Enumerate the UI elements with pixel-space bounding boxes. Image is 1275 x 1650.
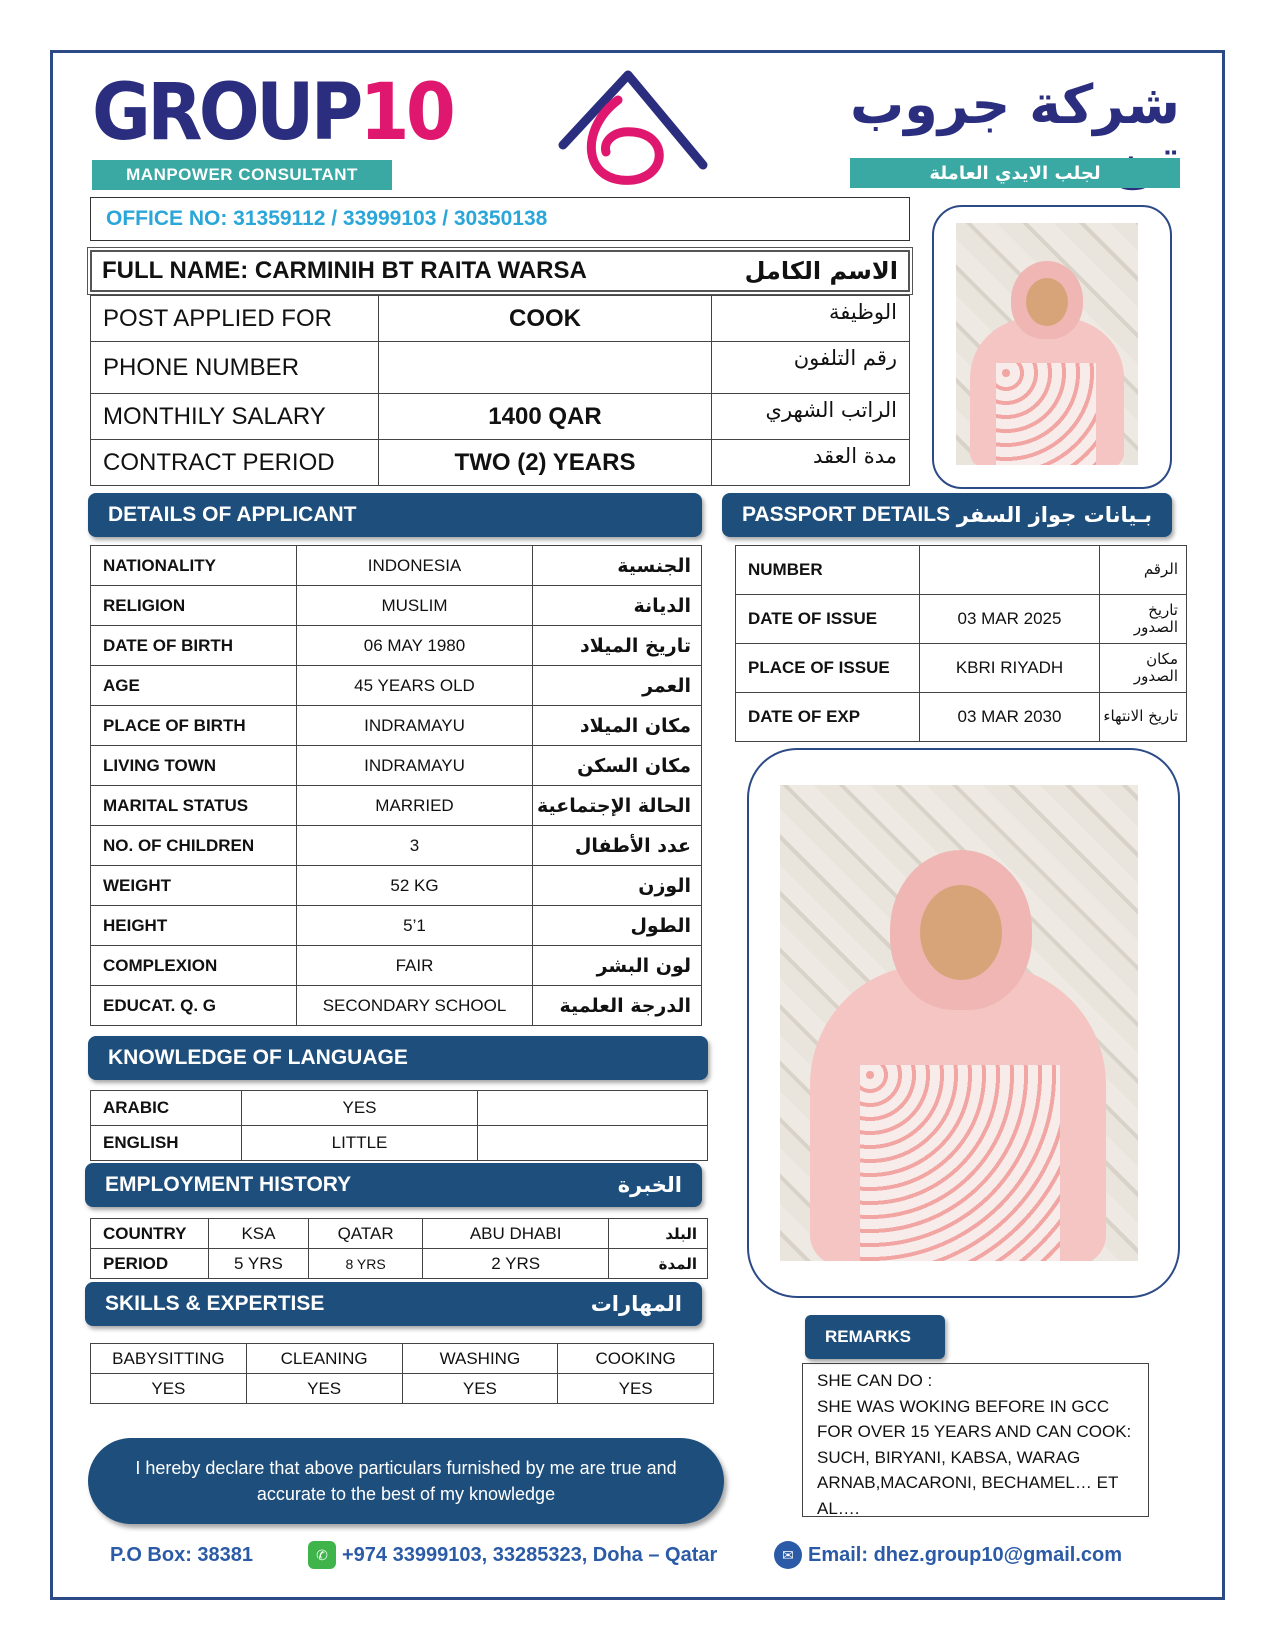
passport-label: PLACE OF ISSUE: [736, 644, 920, 693]
phone-numbers: +974 33999103, 33285323, Doha – Qatar: [342, 1543, 718, 1566]
detail-value: 52 KG: [297, 866, 533, 906]
table-row: [91, 1126, 708, 1161]
language-extra: [478, 1091, 708, 1126]
phone-contact: [308, 1540, 717, 1570]
post-label: POST APPLIED FOR: [91, 296, 379, 342]
passport-table: [735, 545, 1187, 742]
pobox: P.O Box: 38381: [110, 1543, 254, 1566]
phone-label: PHONE NUMBER: [91, 342, 379, 394]
full-name-label: FULL NAME: CARMINIH BT RAITA WARSA: [102, 257, 587, 284]
detail-value: INDRAMAYU: [297, 706, 533, 746]
detail-ar-label: مكان الميلاد: [533, 706, 702, 746]
arabic-company-subtitle: لجلب الايدي العاملة: [850, 158, 1180, 188]
remarks-box: [802, 1363, 1149, 1517]
detail-label: PLACE OF BIRTH: [91, 706, 297, 746]
detail-label: LIVING TOWN: [91, 746, 297, 786]
passport-ar-label: تاريخ الصدور: [1100, 595, 1187, 644]
language-name: ARABIC: [91, 1091, 242, 1126]
detail-ar-label: مكان السكن: [533, 746, 702, 786]
detail-value: SECONDARY SCHOOL: [297, 986, 533, 1026]
table-row: [91, 906, 702, 946]
email-icon: ✉: [774, 1541, 802, 1569]
remarks-line: FOR OVER 15 YEARS AND CAN COOK:: [817, 1422, 1132, 1441]
skill-value: YES: [246, 1374, 402, 1404]
phone-ar-label: رقم التلفون: [712, 342, 910, 394]
detail-value: 06 MAY 1980: [297, 626, 533, 666]
detail-ar-label: الدرجة العلمية: [533, 986, 702, 1026]
remarks-line: AL….: [817, 1498, 860, 1518]
employment-section-title: EMPLOYMENT HISTORY: [105, 1173, 352, 1196]
table-row: [91, 586, 702, 626]
detail-ar-label: الجنسية: [533, 546, 702, 586]
post-ar-label: الوظيفة: [712, 296, 910, 342]
remarks-line: SHE WAS WOKING BEFORE IN GCC: [817, 1396, 1110, 1416]
post-value: COOK: [379, 296, 712, 342]
brand-emblem-icon: [558, 70, 708, 190]
email-contact: [774, 1540, 1122, 1570]
table-row: [91, 946, 702, 986]
full-name-row: [90, 250, 910, 292]
remarks-header: REMARKS: [805, 1315, 945, 1359]
language-section-header: [88, 1036, 708, 1080]
detail-value: 3: [297, 826, 533, 866]
remarks-line: SUCH, BIRYANI, KABSA, WARAG: [817, 1447, 1081, 1467]
detail-label: EDUCAT. Q. G: [91, 986, 297, 1026]
applicant-photo-small: [956, 223, 1138, 465]
table-row: [91, 394, 910, 440]
table-row: [91, 1091, 708, 1126]
passport-label: DATE OF EXP: [736, 693, 920, 742]
passport-section-header: [722, 493, 1172, 537]
skills-section-title: SKILLS & EXPERTISE: [105, 1292, 325, 1315]
declaration-banner: I hereby declare that above particulars furnished by me are true and accurate to the best of my knowledge: [88, 1438, 724, 1524]
detail-ar-label: العمر: [533, 666, 702, 706]
detail-ar-label: الطول: [533, 906, 702, 946]
country-ar-label: البلد: [609, 1219, 708, 1249]
skill-name: CLEANING: [246, 1344, 402, 1374]
period-label: PERIOD: [91, 1249, 209, 1279]
language-name: ENGLISH: [91, 1126, 242, 1161]
passport-value: 03 MAR 2025: [920, 595, 1100, 644]
skills-table: [90, 1343, 714, 1404]
period-cell: 5 YRS: [209, 1249, 309, 1279]
detail-label: MARITAL STATUS: [91, 786, 297, 826]
detail-ar-label: تاريخ الميلاد: [533, 626, 702, 666]
skill-value: YES: [402, 1374, 558, 1404]
table-row: [91, 666, 702, 706]
skills-section-header: [85, 1282, 702, 1326]
table-row: [91, 342, 910, 394]
detail-ar-label: الوزن: [533, 866, 702, 906]
passport-section-ar-title: بـيانات جواز السفر: [956, 503, 1152, 527]
group10-logo: GROUP10: [92, 68, 453, 158]
detail-value: MUSLIM: [297, 586, 533, 626]
details-section-header: [88, 493, 702, 537]
table-row: [91, 746, 702, 786]
skill-value: YES: [558, 1374, 714, 1404]
detail-value: MARRIED: [297, 786, 533, 826]
phone-value: [379, 342, 712, 394]
skills-section-ar-title: المهارات: [590, 1292, 682, 1316]
table-row: [736, 595, 1187, 644]
language-extra: [478, 1126, 708, 1161]
remarks-line: ARNAB,MACARONI, BECHAMEL… ET: [817, 1473, 1119, 1492]
arabic-company-name: شركة جروب: [850, 73, 1180, 136]
passport-ar-label: الرقم: [1100, 546, 1187, 595]
detail-value: 45 YEARS OLD: [297, 666, 533, 706]
passport-value: [920, 546, 1100, 595]
logo-subtitle: MANPOWER CONSULTANT: [92, 160, 392, 190]
passport-value: 03 MAR 2030: [920, 693, 1100, 742]
applicant-photo-large: [780, 785, 1138, 1261]
language-table: [90, 1090, 708, 1161]
post-table: [90, 295, 910, 486]
detail-label: NATIONALITY: [91, 546, 297, 586]
detail-label: COMPLEXION: [91, 946, 297, 986]
passport-value: KBRI RIYADH: [920, 644, 1100, 693]
country-cell: QATAR: [308, 1219, 422, 1249]
detail-ar-label: عدد الأطفال: [533, 826, 702, 866]
passport-ar-label: مكان الصدور: [1100, 644, 1187, 693]
country-cell: ABU DHABI: [423, 1219, 609, 1249]
whatsapp-icon: ✆: [308, 1541, 336, 1569]
contract-value: TWO (2) YEARS: [379, 440, 712, 486]
language-level: LITTLE: [242, 1126, 478, 1161]
period-cell: 8 YRS: [308, 1249, 422, 1279]
detail-value: INDRAMAYU: [297, 746, 533, 786]
table-row: [91, 866, 702, 906]
detail-label: WEIGHT: [91, 866, 297, 906]
skill-name: COOKING: [558, 1344, 714, 1374]
skill-name: WASHING: [402, 1344, 558, 1374]
contract-ar-label: مدة العقد: [712, 440, 910, 486]
table-row: [91, 826, 702, 866]
skill-name: BABYSITTING: [91, 1344, 247, 1374]
detail-ar-label: لون البشر: [533, 946, 702, 986]
employment-section-header: [85, 1163, 702, 1207]
office-numbers: OFFICE NO: 31359112 / 33999103 / 30350138: [90, 197, 910, 241]
table-row: [91, 1219, 708, 1249]
detail-value: 5’1: [297, 906, 533, 946]
table-row: [736, 693, 1187, 742]
table-row: [91, 546, 702, 586]
detail-ar-label: الديانة: [533, 586, 702, 626]
detail-label: AGE: [91, 666, 297, 706]
table-row: [91, 1374, 714, 1404]
detail-value: INDONESIA: [297, 546, 533, 586]
table-row: [91, 1344, 714, 1374]
detail-label: RELIGION: [91, 586, 297, 626]
employment-table: [90, 1218, 708, 1279]
table-row: [91, 1249, 708, 1279]
table-row: [736, 546, 1187, 595]
salary-value: 1400 QAR: [379, 394, 712, 440]
table-row: [91, 440, 910, 486]
detail-label: DATE OF BIRTH: [91, 626, 297, 666]
passport-ar-label: تاريخ الانتهاء: [1100, 693, 1187, 742]
detail-label: NO. OF CHILDREN: [91, 826, 297, 866]
passport-section-title: PASSPORT DETAILS: [742, 503, 951, 526]
detail-ar-label: الحالة الإجتماعية: [533, 786, 702, 826]
employment-section-ar-title: الخبرة: [617, 1173, 682, 1197]
details-table: [90, 545, 702, 1026]
detail-value: FAIR: [297, 946, 533, 986]
country-cell: KSA: [209, 1219, 309, 1249]
country-label: COUNTRY: [91, 1219, 209, 1249]
table-row: [736, 644, 1187, 693]
passport-label: NUMBER: [736, 546, 920, 595]
full-name-ar-label: الاسم الكامل: [744, 257, 898, 285]
contract-label: CONTRACT PERIOD: [91, 440, 379, 486]
skill-value: YES: [91, 1374, 247, 1404]
table-row: [91, 296, 910, 342]
email-address: Email: dhez.group10@gmail.com: [808, 1543, 1123, 1566]
remarks-line: SHE CAN DO :: [817, 1371, 933, 1390]
period-cell: 2 YRS: [423, 1249, 609, 1279]
language-level: YES: [242, 1091, 478, 1126]
table-row: [91, 706, 702, 746]
passport-label: DATE OF ISSUE: [736, 595, 920, 644]
language-section-title: KNOWLEDGE OF LANGUAGE: [108, 1046, 408, 1069]
table-row: [91, 626, 702, 666]
table-row: [91, 986, 702, 1026]
salary-label: MONTHILY SALARY: [91, 394, 379, 440]
table-row: [91, 786, 702, 826]
salary-ar-label: الراتب الشهري: [712, 394, 910, 440]
detail-label: HEIGHT: [91, 906, 297, 946]
details-section-title: DETAILS OF APPLICANT: [108, 503, 357, 526]
period-ar-label: المدة: [609, 1249, 708, 1279]
